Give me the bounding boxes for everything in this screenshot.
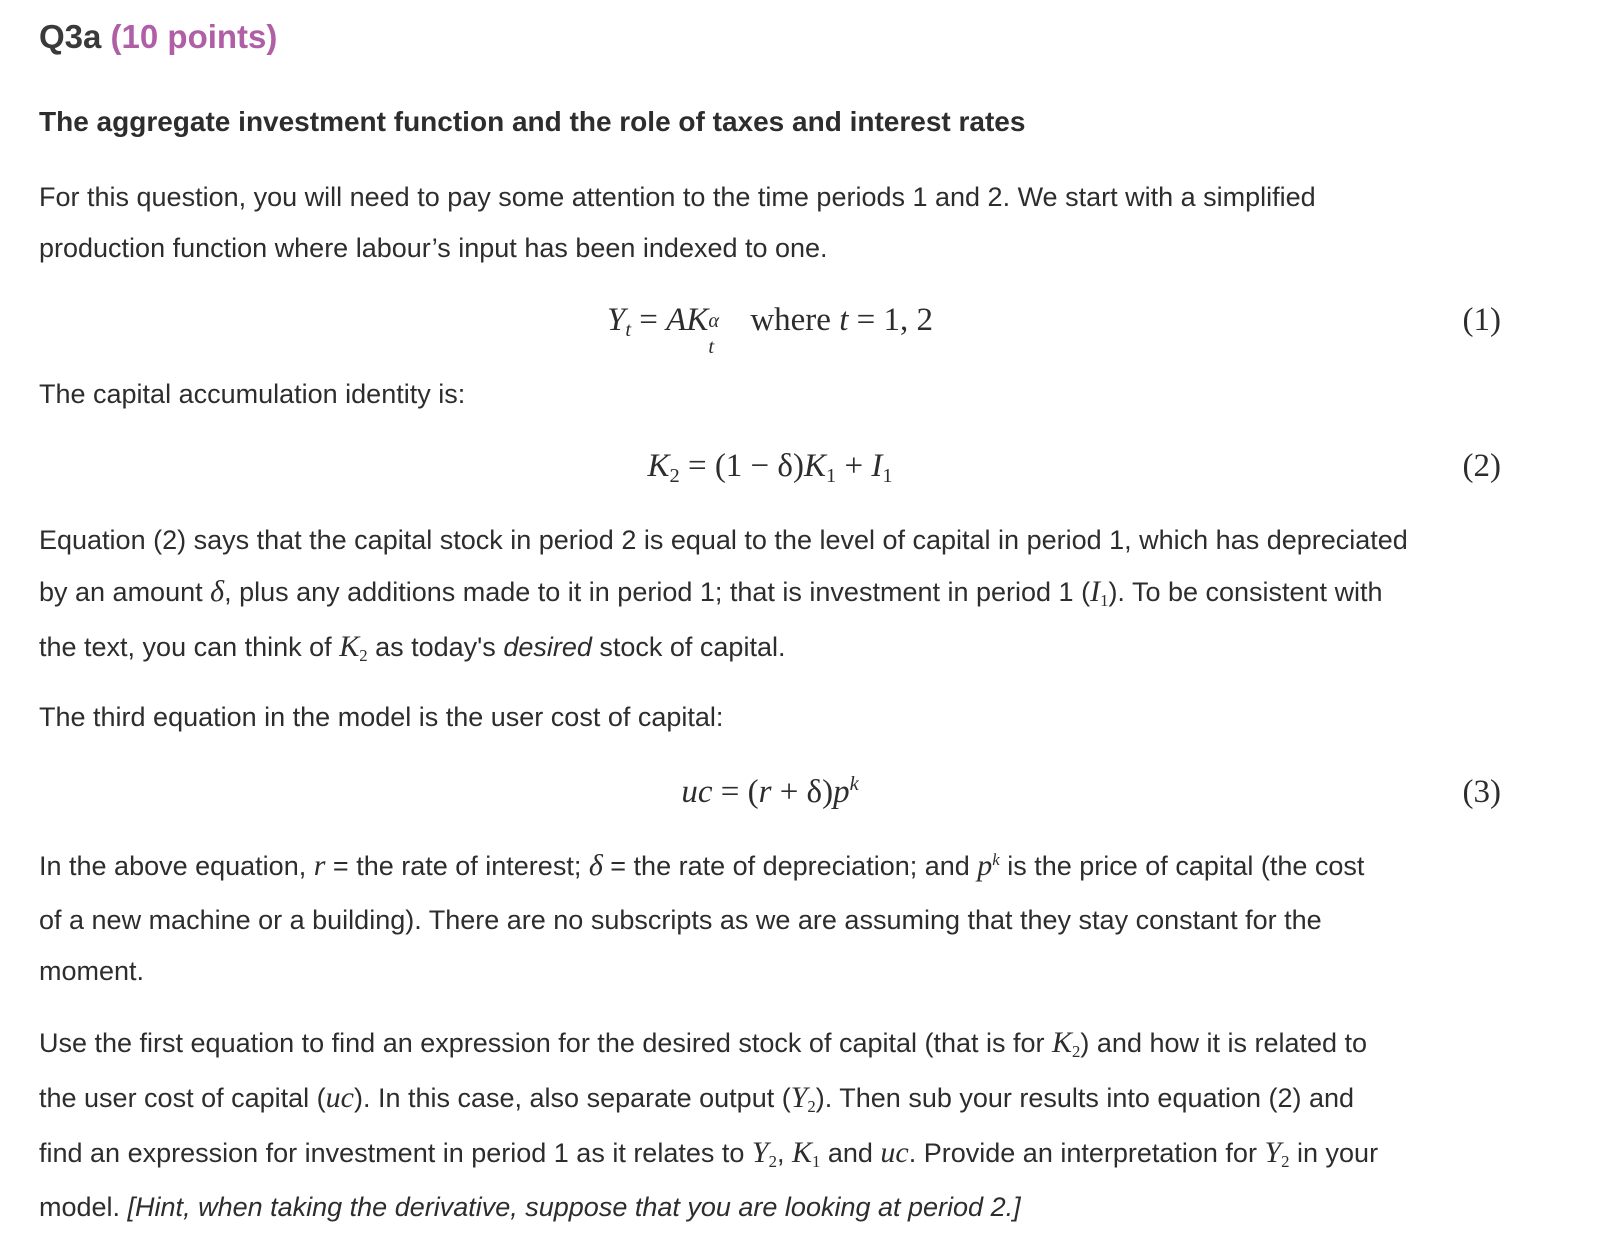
paragraph-4 [39,1017,1529,1233]
capital-intro: The capital accumulation identity is: [39,379,466,409]
paragraph-3-line-2: of a new machine or a building). There are no subscripts as we are assuming that they stay constant for the [39,905,1322,935]
equation-3-body: uc = $(r + \delta)p^k$ [681,772,859,810]
intro-paragraph [39,172,1529,274]
paragraph-2-line-2: by an amount δ, plus any additions made to it in period 1; that is investment in period 1 (I1). To be consistent with [39,575,1383,611]
paragraph-2 [39,515,1529,676]
paragraph-3-line-3: moment. [39,956,145,986]
question-label: Q3a [39,18,102,55]
hint-text: [Hint, when taking the derivative, suppose that you are looking at period 2.] [127,1192,1021,1222]
question-points: (10 points) [110,18,278,55]
paragraph-3-line-1: In the above equation, r = the rate of interest; δ = the rate of depreciation; and $p^k$ is the price of capital (the cost [39,849,1365,882]
equation-3 [39,774,1501,824]
equation-2-body: K2 = (1 − δ)K1 + I1 [647,448,893,488]
paragraph-4-line-1: Use the first equation to find an expression for the desired stock of capital (that is for K2) and how it is related to [39,1026,1368,1062]
paragraph-3 [39,840,1529,997]
equation-1-body: Yt = AK α t where t = 1, 2 [606,302,933,358]
paragraph-2-line-3: the text, you can think of K2 as today's desired stock of capital. [39,630,786,666]
paragraph-2-line-1: Equation (2) says that the capital stock in period 2 is equal to the level of capital in period 1, which has depreciated [39,525,1408,555]
equation-3-number: (3) [1462,774,1501,810]
paragraph-4-line-3: find an expression for investment in period 1 as it relates to Y2, K1 and uc. Provide an interpretation for Y2 in your [39,1136,1379,1172]
third-equation-intro: The third equation in the model is the user cost of capital: [39,702,724,732]
intro-line-1: For this question, you will need to pay some attention to the time periods 1 and 2. We start with a simplified [39,182,1316,212]
section-subtitle: The aggregate investment function and the role of taxes and interest rates [39,106,1026,137]
equation-1 [39,302,1501,358]
equation-2 [39,448,1501,498]
equation-1-number: (1) [1462,302,1501,338]
paragraph-4-line-4: model. [Hint, when taking the derivative, suppose that you are looking at period 2.] [39,1192,1021,1222]
intro-line-2: production function where labour’s input has been indexed to one. [39,233,828,263]
paragraph-4-line-2: the user cost of capital (uc). In this case, also separate output (Y2). Then sub your results into equation (2) and [39,1081,1355,1117]
equation-2-number: (2) [1462,448,1501,484]
question-title [39,18,277,56]
